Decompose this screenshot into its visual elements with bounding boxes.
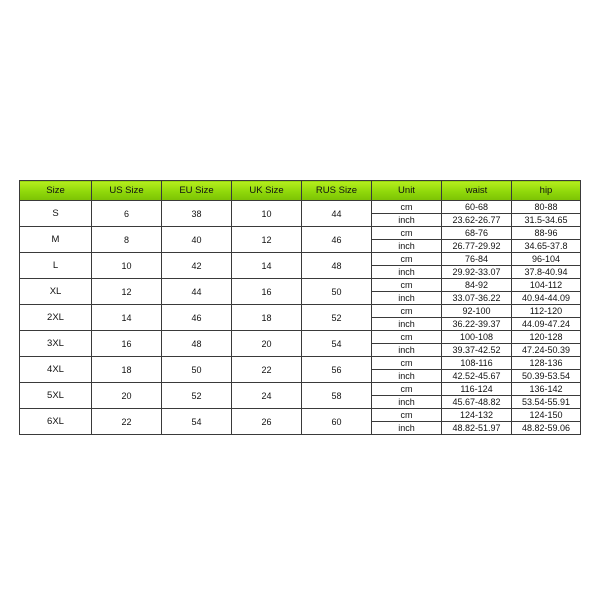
- size-cell: 4XL: [20, 357, 92, 383]
- eu-size-cell: 50: [162, 357, 232, 383]
- table-row: [20, 357, 581, 370]
- uk-size-cell: 14: [232, 253, 302, 279]
- size-cell: 6XL: [20, 409, 92, 435]
- header-waist: waist: [442, 181, 512, 201]
- hip-cell: 34.65-37.8: [512, 240, 581, 253]
- unit-cell: inch: [372, 422, 442, 435]
- waist-cell: 68-76: [442, 227, 512, 240]
- hip-cell: 124-150: [512, 409, 581, 422]
- eu-size-cell: 54: [162, 409, 232, 435]
- size-cell: L: [20, 253, 92, 279]
- hip-cell: 104-112: [512, 279, 581, 292]
- waist-cell: 108-116: [442, 357, 512, 370]
- size-chart-table: [19, 180, 581, 435]
- header-uk-size: UK Size: [232, 181, 302, 201]
- unit-cell: inch: [372, 318, 442, 331]
- unit-cell: cm: [372, 383, 442, 396]
- header-row: [20, 181, 581, 201]
- uk-size-cell: 22: [232, 357, 302, 383]
- hip-cell: 96-104: [512, 253, 581, 266]
- size-cell: M: [20, 227, 92, 253]
- unit-cell: inch: [372, 396, 442, 409]
- hip-cell: 50.39-53.54: [512, 370, 581, 383]
- hip-cell: 48.82-59.06: [512, 422, 581, 435]
- hip-cell: 31.5-34.65: [512, 214, 581, 227]
- hip-cell: 88-96: [512, 227, 581, 240]
- waist-cell: 33.07-36.22: [442, 292, 512, 305]
- rus-size-cell: 52: [302, 305, 372, 331]
- hip-cell: 80-88: [512, 201, 581, 214]
- eu-size-cell: 48: [162, 331, 232, 357]
- table-row: [20, 227, 581, 240]
- unit-cell: inch: [372, 214, 442, 227]
- uk-size-cell: 20: [232, 331, 302, 357]
- us-size-cell: 6: [92, 201, 162, 227]
- unit-cell: cm: [372, 331, 442, 344]
- header-hip: hip: [512, 181, 581, 201]
- uk-size-cell: 24: [232, 383, 302, 409]
- rus-size-cell: 56: [302, 357, 372, 383]
- hip-cell: 47.24-50.39: [512, 344, 581, 357]
- hip-cell: 53.54-55.91: [512, 396, 581, 409]
- unit-cell: cm: [372, 253, 442, 266]
- hip-cell: 112-120: [512, 305, 581, 318]
- unit-cell: cm: [372, 305, 442, 318]
- waist-cell: 84-92: [442, 279, 512, 292]
- size-chart-body: [20, 201, 581, 435]
- us-size-cell: 12: [92, 279, 162, 305]
- waist-cell: 45.67-48.82: [442, 396, 512, 409]
- us-size-cell: 14: [92, 305, 162, 331]
- hip-cell: 128-136: [512, 357, 581, 370]
- unit-cell: cm: [372, 201, 442, 214]
- unit-cell: inch: [372, 266, 442, 279]
- waist-cell: 76-84: [442, 253, 512, 266]
- unit-cell: inch: [372, 344, 442, 357]
- rus-size-cell: 50: [302, 279, 372, 305]
- size-cell: 3XL: [20, 331, 92, 357]
- header-size: Size: [20, 181, 92, 201]
- header-unit: Unit: [372, 181, 442, 201]
- hip-cell: 44.09-47.24: [512, 318, 581, 331]
- header-eu-size: EU Size: [162, 181, 232, 201]
- us-size-cell: 18: [92, 357, 162, 383]
- uk-size-cell: 10: [232, 201, 302, 227]
- unit-cell: cm: [372, 409, 442, 422]
- rus-size-cell: 54: [302, 331, 372, 357]
- uk-size-cell: 12: [232, 227, 302, 253]
- table-row: [20, 409, 581, 422]
- unit-cell: cm: [372, 357, 442, 370]
- hip-cell: 136-142: [512, 383, 581, 396]
- waist-cell: 39.37-42.52: [442, 344, 512, 357]
- rus-size-cell: 46: [302, 227, 372, 253]
- size-cell: XL: [20, 279, 92, 305]
- eu-size-cell: 40: [162, 227, 232, 253]
- uk-size-cell: 16: [232, 279, 302, 305]
- size-cell: 5XL: [20, 383, 92, 409]
- unit-cell: cm: [372, 279, 442, 292]
- us-size-cell: 22: [92, 409, 162, 435]
- hip-cell: 120-128: [512, 331, 581, 344]
- rus-size-cell: 60: [302, 409, 372, 435]
- rus-size-cell: 58: [302, 383, 372, 409]
- hip-cell: 40.94-44.09: [512, 292, 581, 305]
- waist-cell: 26.77-29.92: [442, 240, 512, 253]
- waist-cell: 48.82-51.97: [442, 422, 512, 435]
- eu-size-cell: 42: [162, 253, 232, 279]
- us-size-cell: 8: [92, 227, 162, 253]
- waist-cell: 92-100: [442, 305, 512, 318]
- hip-cell: 37.8-40.94: [512, 266, 581, 279]
- table-row: [20, 279, 581, 292]
- unit-cell: inch: [372, 370, 442, 383]
- header-rus-size: RUS Size: [302, 181, 372, 201]
- table-row: [20, 383, 581, 396]
- size-cell: S: [20, 201, 92, 227]
- waist-cell: 29.92-33.07: [442, 266, 512, 279]
- table-row: [20, 201, 581, 214]
- table-row: [20, 253, 581, 266]
- us-size-cell: 10: [92, 253, 162, 279]
- rus-size-cell: 48: [302, 253, 372, 279]
- eu-size-cell: 46: [162, 305, 232, 331]
- us-size-cell: 16: [92, 331, 162, 357]
- table-row: [20, 305, 581, 318]
- eu-size-cell: 44: [162, 279, 232, 305]
- rus-size-cell: 44: [302, 201, 372, 227]
- uk-size-cell: 18: [232, 305, 302, 331]
- size-cell: 2XL: [20, 305, 92, 331]
- table-row: [20, 331, 581, 344]
- eu-size-cell: 38: [162, 201, 232, 227]
- waist-cell: 23.62-26.77: [442, 214, 512, 227]
- waist-cell: 124-132: [442, 409, 512, 422]
- waist-cell: 36.22-39.37: [442, 318, 512, 331]
- us-size-cell: 20: [92, 383, 162, 409]
- header-us-size: US Size: [92, 181, 162, 201]
- unit-cell: cm: [372, 227, 442, 240]
- eu-size-cell: 52: [162, 383, 232, 409]
- waist-cell: 100-108: [442, 331, 512, 344]
- waist-cell: 42.52-45.67: [442, 370, 512, 383]
- waist-cell: 60-68: [442, 201, 512, 214]
- unit-cell: inch: [372, 240, 442, 253]
- unit-cell: inch: [372, 292, 442, 305]
- uk-size-cell: 26: [232, 409, 302, 435]
- waist-cell: 116-124: [442, 383, 512, 396]
